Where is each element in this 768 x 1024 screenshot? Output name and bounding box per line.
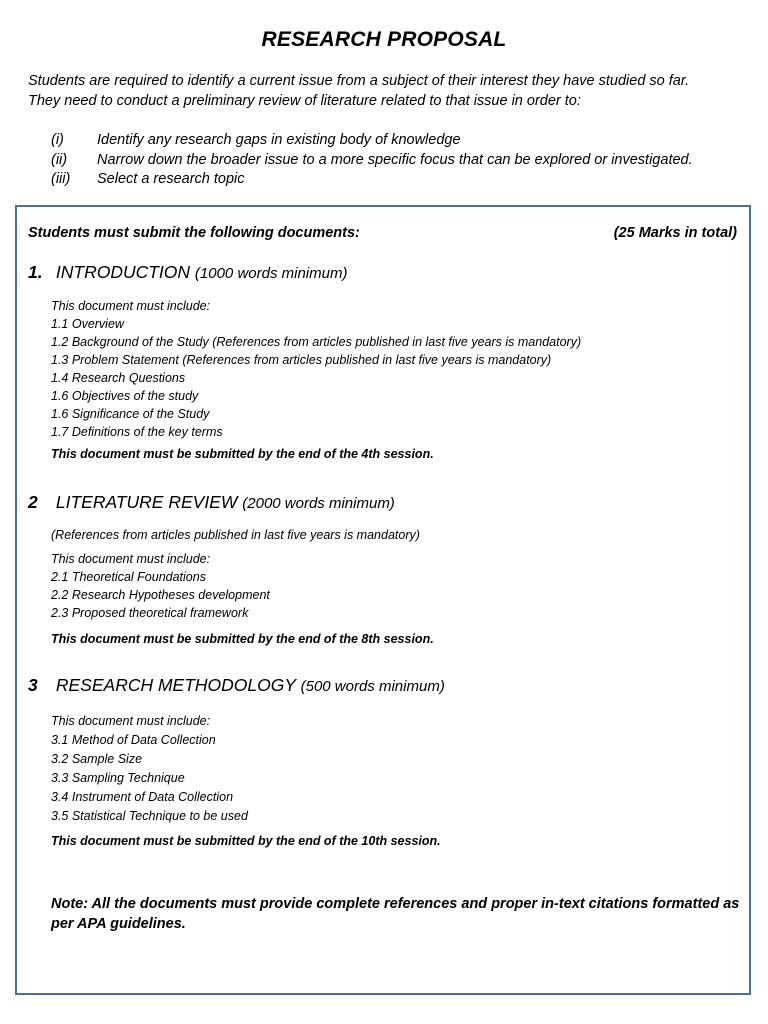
section-items-literature-review (51, 550, 741, 622)
list-item: 1.3 Problem Statement (References from articles published in last five years is mandatory) (51, 353, 552, 367)
section-heading-research-methodology (28, 675, 445, 696)
section-number: 3 (28, 675, 38, 695)
section-name: LITERATURE REVIEW (55, 492, 238, 512)
section-items-research-methodology (51, 711, 741, 826)
section-word-count: (1000 words minimum) (194, 265, 348, 282)
total-marks: (25 Marks in total) (613, 225, 737, 241)
aim-item (51, 131, 751, 151)
section-word-count: (2000 words minimum) (242, 495, 395, 512)
list-item: 1.6 Objectives of the study (51, 389, 199, 403)
aim-number: (i) (51, 132, 64, 148)
requirements-box (15, 205, 751, 995)
references-note: (References from articles published in last five years is mandatory) (51, 528, 420, 542)
aim-item (51, 170, 751, 190)
aim-text: Identify any research gaps in existing body of knowledge (97, 132, 461, 148)
submit-line (28, 225, 737, 241)
list-item: This document must include: (51, 552, 211, 566)
section-name: INTRODUCTION (55, 262, 191, 282)
list-item: 3.4 Instrument of Data Collection (51, 790, 234, 804)
list-item: 1.2 Background of the Study (References from articles published in last five years is mandatory) (51, 335, 582, 349)
section-heading-introduction (28, 262, 347, 283)
list-item: 1.7 Definitions of the key terms (51, 425, 223, 439)
list-item: 3.2 Sample Size (51, 752, 143, 766)
document-title: RESEARCH PROPOSAL (261, 28, 507, 51)
section-number: 2 (28, 492, 38, 512)
intro-paragraph (28, 72, 748, 111)
list-item: 1.4 Research Questions (51, 371, 186, 385)
section-word-count: (500 words minimum) (300, 678, 445, 695)
intro-line: They need to conduct a preliminary review of literature related to that issue in order to: (28, 92, 581, 109)
section-name: RESEARCH METHODOLOGY (55, 675, 296, 695)
list-item: This document must include: (51, 299, 211, 313)
submit-text: Students must submit the following documents: (28, 225, 360, 241)
list-item: 3.5 Statistical Technique to be used (51, 809, 248, 823)
aim-text: Select a research topic (97, 171, 245, 187)
list-item: 1.1 Overview (51, 317, 124, 331)
aim-item (51, 151, 751, 171)
deadline-introduction: This document must be submitted by the end of the 4th session. (51, 447, 434, 461)
apa-note: Note: All the documents must provide complete references and proper in-text citations formatted as per APA guidelines. (51, 896, 740, 932)
deadline-literature-review: This document must be submitted by the end of the 8th session. (51, 632, 434, 646)
aim-text: Narrow down the broader issue to a more specific focus that can be explored or investigated. (97, 151, 693, 168)
aim-number: (ii) (51, 151, 68, 168)
list-item: 2.1 Theoretical Foundations (51, 570, 206, 584)
aim-number: (iii) (51, 171, 71, 187)
section-note-literature-review (51, 526, 741, 544)
list-item: 3.1 Method of Data Collection (51, 733, 216, 747)
section-items-introduction (51, 297, 741, 441)
deadline-research-methodology: This document must be submitted by the end of the 10th session. (51, 834, 441, 848)
list-item: 1.6 Significance of the Study (51, 407, 210, 421)
list-item: 2.2 Research Hypotheses development (51, 588, 270, 602)
list-item: 3.3 Sampling Technique (51, 771, 185, 785)
section-number: 1. (28, 262, 43, 282)
list-item: This document must include: (51, 714, 211, 728)
aims-list (51, 131, 751, 190)
section-heading-literature-review (28, 492, 395, 513)
intro-line: Students are required to identify a current issue from a subject of their interest they have studied so far. (28, 73, 690, 89)
list-item: 2.3 Proposed theoretical framework (51, 606, 249, 620)
